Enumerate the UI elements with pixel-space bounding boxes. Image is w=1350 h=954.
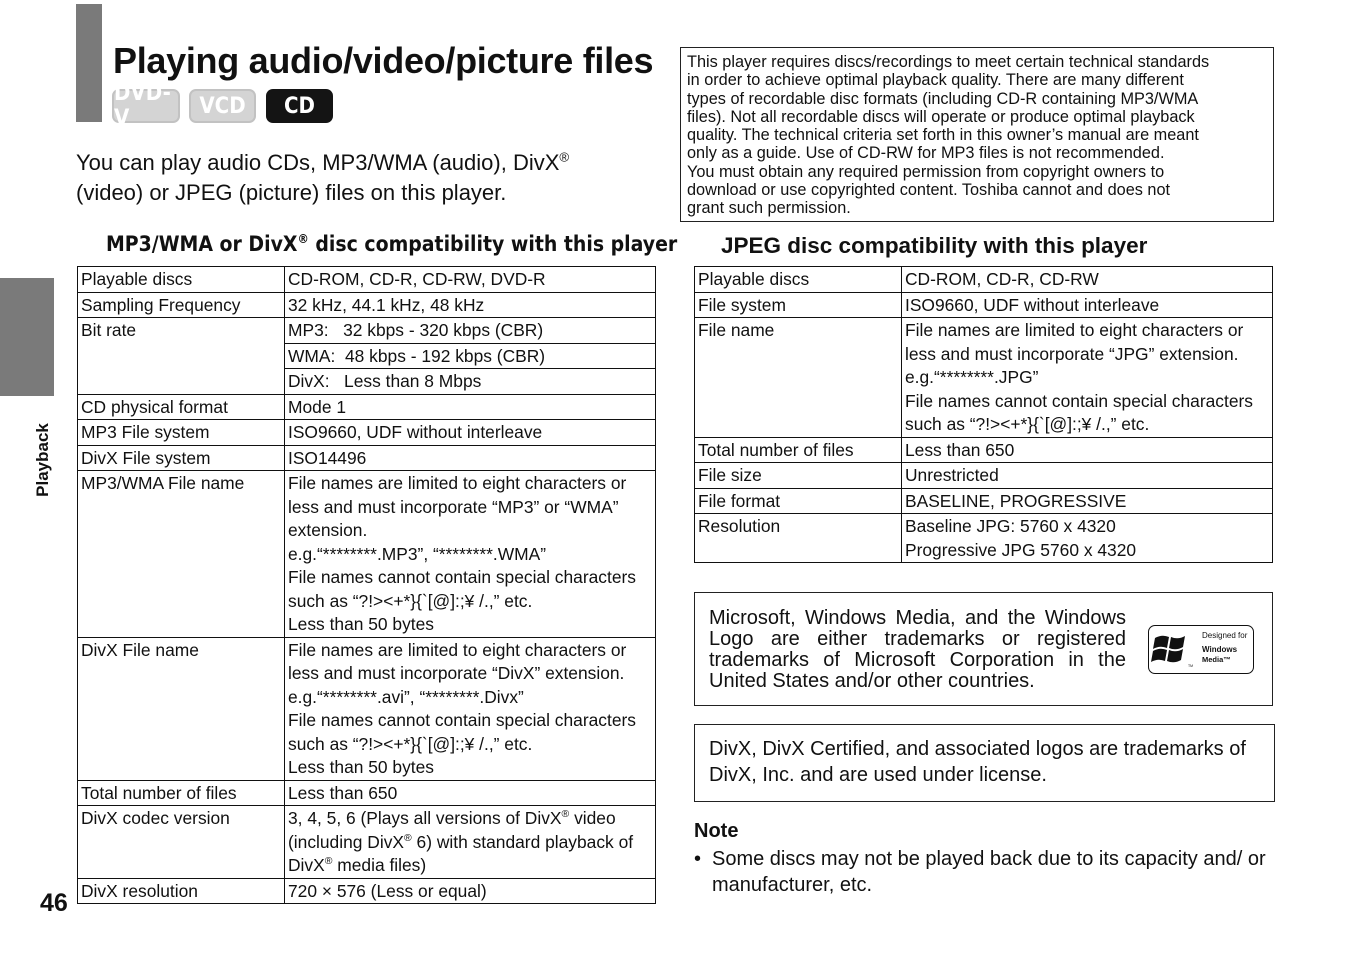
intro-text: You can play audio CDs, MP3/WMA (audio), DivX® (video) or JPEG (picture) files on this player. [76, 149, 570, 205]
side-tab [0, 278, 54, 396]
svg-text:Windows: Windows [1202, 645, 1238, 654]
table-row: Playable discs CD-ROM, CD-R, CD-RW [695, 267, 1273, 293]
note-text: Some discs may not be played back due to its capacity and/ or manufacturer, etc. [712, 848, 1266, 896]
table-row: File name File names are limited to eight characters or less and must incorporate “JPG” extension. e.g.“********.JPG” File names cannot contain special characters such as “?!><+*}{`[@]:;¥ /.,” etc. [695, 318, 1273, 438]
table-row: Resolution Baseline JPG: 5760 x 4320 Progressive JPG 5760 x 4320 [695, 514, 1273, 563]
table-row: Sampling Frequency 32 kHz, 44.1 kHz, 48 kHz [78, 292, 656, 318]
badge-vcd: VCD [189, 89, 256, 123]
table-row: File system ISO9660, UDF without interleave [695, 292, 1273, 318]
title-accent-bar [76, 4, 102, 122]
svg-text:Designed for: Designed for [1202, 631, 1248, 640]
windows-media-logo [1148, 625, 1254, 674]
note-title: Note [694, 820, 739, 842]
table-row: DivX File name File names are limited to eight characters or less and must incorporate “DivX” extension. e.g.“********.avi”, “********.Divx” File names cannot contain special characters such as “?!><+*}{`[@]:;¥ /.,” etc. Less than 50 bytes [78, 637, 656, 780]
table-row: DivX codec version 3, 4, 5, 6 (Plays all versions of DivX® video (including DivX® 6) with standard playback of DivX® media files) [78, 806, 656, 879]
table-row: DivX: Less than 8 Mbps [78, 369, 656, 395]
badge-cd: CD [266, 89, 333, 123]
page-title: Playing audio/video/picture files [113, 40, 654, 81]
svg-text:Media™: Media™ [1202, 655, 1231, 664]
table-row: File size Unrestricted [695, 463, 1273, 489]
windows-flag-icon [1149, 626, 1253, 672]
jpeg-section-title: JPEG disc compatibility with this player [721, 233, 1148, 258]
divx-trademark-box [694, 724, 1275, 802]
side-tab-label: Playback [33, 423, 52, 497]
note-bullet: • [694, 848, 702, 870]
page-number: 46 [40, 889, 68, 917]
divx-trademark-text: DivX, DivX Certified, and associated logos are trademarks of DivX, Inc. and are used under license. [709, 738, 1246, 786]
badge-dvd-v: DVD-V [112, 89, 180, 123]
table-row: File format BASELINE, PROGRESSIVE [695, 488, 1273, 514]
table-row: Total number of files Less than 650 [695, 437, 1273, 463]
technical-notice-box: This player requires discs/recordings to meet certain technical standards in order to achieve optimal playback quality. There are many different types of recordable disc formats (including CD-R containing MP3/WMA files). Not all recordable discs will operate or produce optimal playback quality. The technical criteria set forth in this owner’s manual are meant only as a guide. Use of CD-RW for MP3 files is not recommended. You must obtain any required permission from copyright owners to download or use copyrighted content. Toshiba cannot and does not grant such permission. [680, 47, 1274, 222]
table-row: WMA: 48 kbps - 192 kbps (CBR) [78, 343, 656, 369]
table-row: Playable discs CD-ROM, CD-R, CD-RW, DVD-R [78, 267, 656, 293]
table-row: MP3 File system ISO9660, UDF without interleave [78, 420, 656, 446]
table-row: DivX File system ISO14496 [78, 445, 656, 471]
microsoft-trademark-box [694, 592, 1273, 706]
table-row: Total number of files Less than 650 [78, 780, 656, 806]
jpeg-compatibility-table [694, 266, 1273, 563]
mp3-compatibility-table [77, 266, 656, 904]
mp3-section-title: MP3/WMA or DivX® disc compatibility with this player [106, 231, 678, 256]
table-row: CD physical format Mode 1 [78, 394, 656, 420]
table-row: MP3/WMA File name File names are limited to eight characters or less and must incorporate “MP3” or “WMA” extension. e.g.“********.MP3”, “********.WMA” File names cannot contain special characters such as “?!><+*}{`[@]:;¥ /.,” etc. Less than 50 bytes [78, 471, 656, 638]
table-row: Bit rate MP3: 32 kbps - 320 kbps (CBR) [78, 318, 656, 344]
svg-text:TM: TM [1188, 664, 1194, 668]
microsoft-trademark-text: Microsoft, Windows Media, and the Windows Logo are either trademarks or registered trademarks of Microsoft Corporation in the United States and/or other countries. [709, 607, 1126, 692]
table-row: DivX resolution 720 × 576 (Less or equal) [78, 878, 656, 904]
